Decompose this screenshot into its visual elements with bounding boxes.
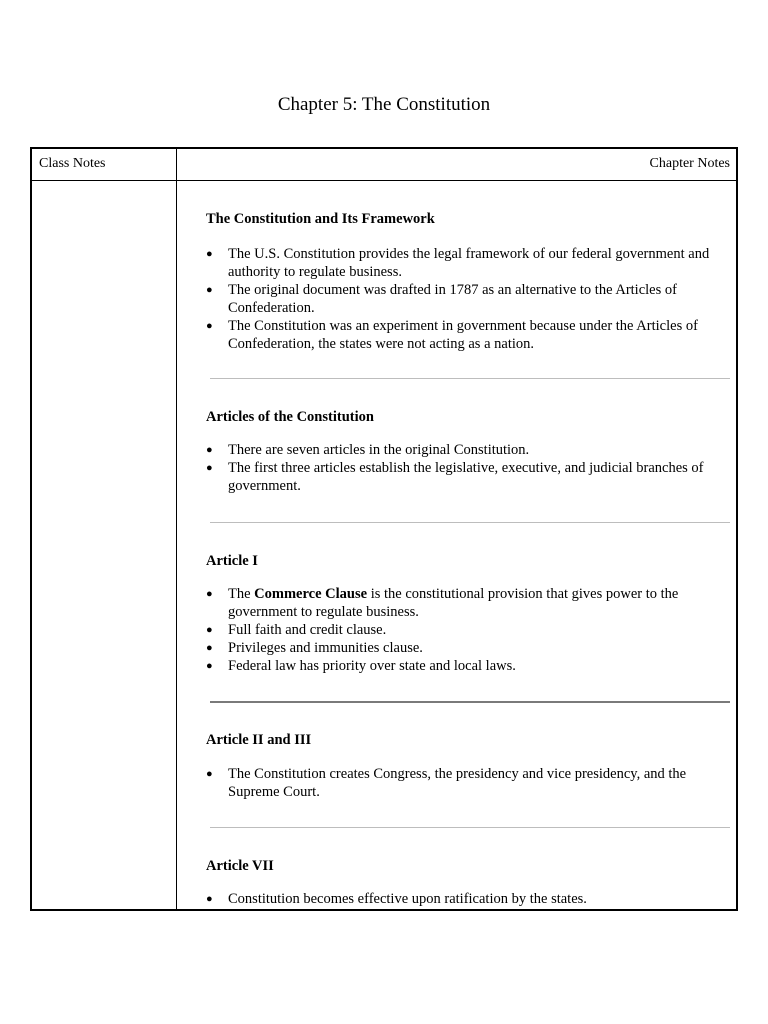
- page-title: Chapter 5: The Constitution: [277, 94, 491, 115]
- commerce-clause-term: Commerce Clause: [254, 586, 368, 602]
- bullet-list: [206, 245, 732, 353]
- list-item: ● Federal law has priority over state and local laws.: [206, 657, 732, 675]
- section-heading: The Constitution and Its Framework: [206, 211, 435, 227]
- bullet-list: [206, 890, 732, 908]
- notes-table: [30, 147, 738, 911]
- class-notes-header: Class Notes: [39, 156, 106, 171]
- list-item-text: is the constitutional provision that gives power to the government to regulate business.: [228, 586, 679, 620]
- list-item: ● The Constitution creates Congress, the presidency and vice presidency, and the Supreme Court.: [206, 765, 732, 801]
- list-item: [206, 585, 732, 621]
- list-item: ● Full faith and credit clause.: [206, 621, 732, 639]
- section-divider: [210, 378, 730, 379]
- list-item: ● The first three articles establish the legislative, executive, and judicial branches of government.: [206, 459, 732, 495]
- list-item: ● Privileges and immunities clause.: [206, 639, 732, 657]
- section-heading: Article I: [206, 553, 258, 569]
- list-item: ● The U.S. Constitution provides the legal framework of our federal government and authority to regulate business.: [206, 245, 732, 281]
- bullet-list: [206, 585, 732, 675]
- section-heading: Articles of the Constitution: [206, 409, 374, 425]
- chapter-notes-header: Chapter Notes: [649, 156, 730, 171]
- list-item-text: The: [228, 586, 255, 602]
- section-divider: [210, 701, 730, 703]
- section-divider: [210, 827, 730, 828]
- bullet-list: [206, 765, 732, 801]
- section-heading: Article VII: [206, 858, 274, 874]
- section-heading: Article II and III: [206, 732, 312, 748]
- list-item: ● The Constitution was an experiment in government because under the Articles of Confederation, the states were not acting as a nation.: [206, 317, 732, 353]
- header-divider: [32, 180, 736, 181]
- bullet-list: [206, 441, 732, 495]
- list-item: ● The original document was drafted in 1787 as an alternative to the Articles of Confederation.: [206, 281, 732, 317]
- list-item: ● There are seven articles in the original Constitution.: [206, 441, 732, 459]
- list-item: ● Constitution becomes effective upon ratification by the states.: [206, 890, 732, 908]
- section-divider: [210, 522, 730, 523]
- column-divider: [176, 149, 177, 909]
